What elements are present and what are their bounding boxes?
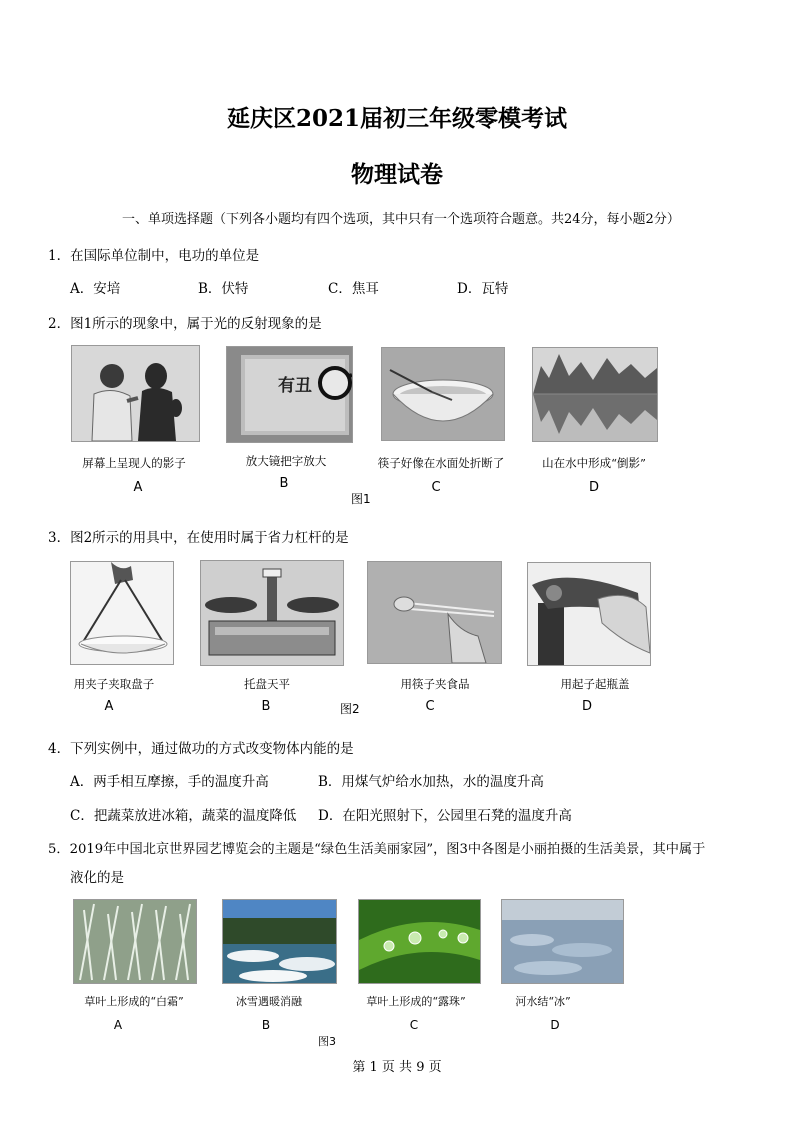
- q2-image-reflection: [532, 347, 658, 442]
- q2-image-shadow: [71, 345, 200, 442]
- question-3: 3．图2所示的用具中，在使用时属于省力杠杆的是: [48, 530, 349, 546]
- q5-image-dew: [358, 899, 481, 984]
- figure-3-label: 图3: [318, 1035, 336, 1048]
- question-4: 4．下列实例中，通过做功的方式改变物体内能的是: [48, 741, 354, 757]
- magnifier-text: 有丑: [278, 376, 312, 396]
- q5-caption-c: 草叶上形成的“露珠”: [366, 995, 466, 1008]
- exam-title: 延庆区2021届初三年级零模考试: [226, 105, 567, 132]
- q2-caption-c: 筷子好像在水面处折断了: [377, 456, 505, 470]
- question-5-line-2: 液化的是: [70, 870, 124, 886]
- q3-caption-b: 托盘天平: [244, 677, 290, 691]
- q3-image-balance: [200, 560, 344, 666]
- question-1: 1．在国际单位制中，电功的单位是: [48, 248, 260, 264]
- q1-option-d: D．瓦特: [457, 281, 509, 297]
- figure-2-label: 图2: [340, 702, 360, 716]
- q2-caption-a: 屏幕上呈现人的影子: [82, 456, 186, 470]
- q1-option-c: C．焦耳: [328, 281, 379, 297]
- q3-letter-c: C: [425, 699, 435, 714]
- question-5-line-1: 5．2019年中国北京世界园艺博览会的主题是“绿色生活美丽家园”，图3中各图是小丽拍摄的生活美景，其中属于: [48, 842, 706, 857]
- page-number: 第 1 页 共 9 页: [352, 1060, 442, 1075]
- q5-image-melting-ice: [222, 899, 337, 984]
- q2-image-chopsticks-bowl: [381, 347, 505, 441]
- question-2: 2．图1所示的现象中，属于光的反射现象的是: [48, 316, 322, 332]
- q1-option-a: A．安培: [70, 281, 121, 297]
- q3-image-chopsticks-food: [367, 561, 502, 664]
- q5-letter-d: D: [550, 1018, 560, 1032]
- figure-1-label: 图1: [351, 492, 371, 506]
- q4-option-b: B．用煤气炉给水加热，水的温度升高: [318, 774, 544, 790]
- q3-letter-d: D: [581, 699, 592, 714]
- q4-option-c: C．把蔬菜放进冰箱，蔬菜的温度降低: [70, 808, 297, 824]
- q2-letter-a: A: [133, 480, 143, 495]
- q5-caption-a: 草叶上形成的“白霜”: [84, 995, 184, 1008]
- q2-letter-d: D: [588, 480, 599, 495]
- q3-caption-a: 用夹子夹取盘子: [73, 677, 155, 691]
- q3-image-plate-tongs: [70, 561, 174, 665]
- exam-subtitle: 物理试卷: [351, 161, 443, 188]
- q2-caption-d: 山在水中形成“倒影”: [542, 456, 646, 470]
- q5-letter-c: C: [409, 1018, 419, 1032]
- q3-letter-b: B: [261, 699, 271, 714]
- q4-option-a: A．两手相互摩擦，手的温度升高: [70, 774, 269, 790]
- section-heading: 一、单项选择题（下列各小题均有四个选项，其中只有一个选项符合题意。共24分，每小题2分）: [122, 212, 680, 227]
- q5-caption-d: 河水结“冰”: [515, 995, 571, 1008]
- q3-caption-c: 用筷子夹食品: [400, 677, 470, 691]
- q5-letter-a: A: [113, 1018, 123, 1032]
- q5-image-frost: [73, 899, 197, 984]
- q1-option-b: B．伏特: [198, 281, 249, 297]
- q2-letter-c: C: [431, 480, 441, 495]
- q4-option-d: D．在阳光照射下，公园里石凳的温度升高: [318, 808, 572, 824]
- q2-letter-b: B: [279, 476, 289, 491]
- q3-image-bottle-opener: [527, 562, 651, 666]
- q5-image-river-ice: [501, 899, 624, 984]
- q2-caption-b: 放大镜把字放大: [245, 454, 327, 468]
- q3-caption-d: 用起子起瓶盖: [560, 677, 630, 691]
- q3-letter-a: A: [104, 699, 114, 714]
- q5-letter-b: B: [261, 1018, 271, 1032]
- q5-caption-b: 冰雪遇暖消融: [236, 995, 302, 1008]
